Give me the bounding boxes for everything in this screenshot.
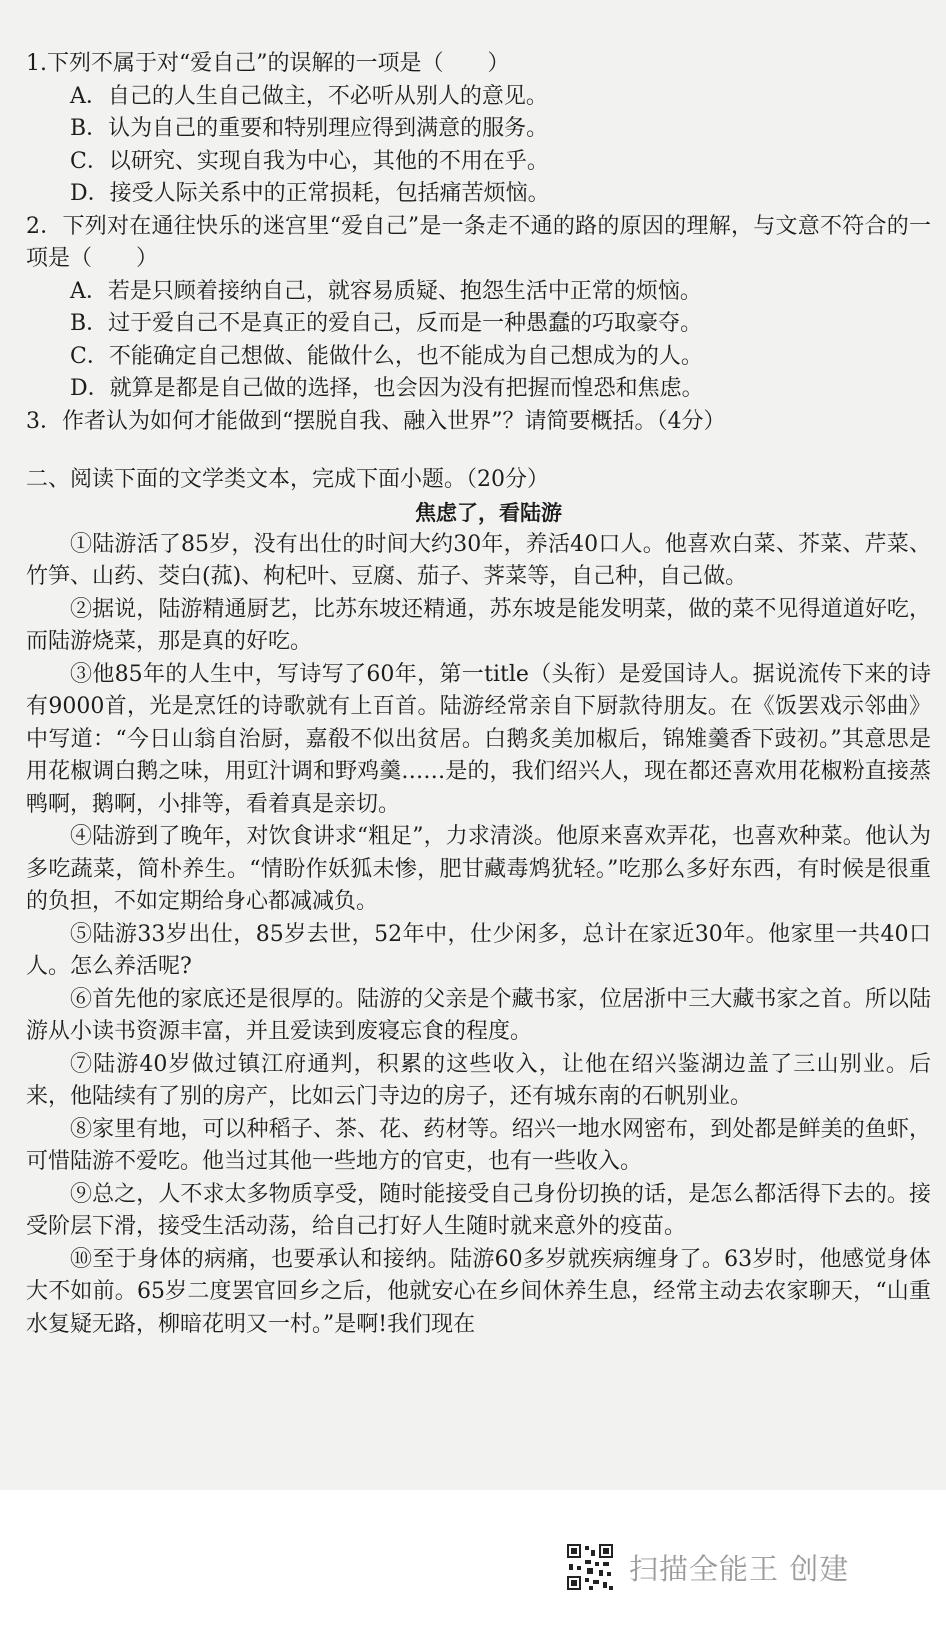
paragraph-6: ⑥首先他的家底还是很厚的。陆游的父亲是个藏书家，位居浙中三大藏书家之首。所以陆游从小读书资源丰富，并且爱读到废寝忘食的程度。 xyxy=(26,986,931,1044)
question-2-option-b: B．过于爱自己不是真正的爱自己，反而是一种愚蠢的巧取豪夺。 xyxy=(70,311,703,336)
paragraph-7: ⑦陆游40岁做过镇江府通判，积累的这些收入，让他在绍兴鉴湖边盖了三山别业。后来，他陆续有了别的房产，比如云门寺边的房子，还有城东南的石帆别业。 xyxy=(26,1051,931,1109)
section-heading: 二、阅读下面的文学类文本，完成下面小题。（20分） xyxy=(26,467,549,492)
question-1-option-c: C．以研究、实现自我为中心，其他的不用在乎。 xyxy=(70,148,549,174)
paragraph-1: ①陆游活了85岁，没有出仕的时间大约30年，养活40口人。他喜欢白菜、芥菜、芹菜、竹笋、山药、茭白(菰)、枸杞叶、豆腐、茄子、荠菜等，自己种，自己做。 xyxy=(26,531,931,589)
paragraph-2: ②据说，陆游精通厨艺，比苏东坡还精通，苏东坡是能发明菜，做的菜不见得道道好吃，而陆游烧菜，那是真的好吃。 xyxy=(26,596,931,654)
question-2-option-a: A．若是只顾着接纳自己，就容易质疑、抱怨生活中正常的烦恼。 xyxy=(70,278,702,304)
paragraph-8: ⑧家里有地，可以种稻子、茶、花、药材等。绍兴一地水网密布，到处都是鲜美的鱼虾，可惜陆游不爱吃。他当过其他一些地方的官吏，也有一些收入。 xyxy=(26,1116,931,1174)
paragraph-3: ③他85年的人生中，写诗写了60年，第一title（头衔）是爱国诗人。据说流传下来的诗有9000首，光是烹饪的诗歌就有上百首。陆游经常亲自下厨款待朋友。在《饭罢戏示邻曲》中写道：“今日山翁自治厨，嘉殽不似出贫居。白鹅炙美加椒后，锦雉羹香下豉初。”其意思是用花椒调白鹅之味，用豇汁调和野鸡羹……是的，我们绍兴人，现在都还喜欢用花椒粉直接蒸鸭啊，鹅啊，小排等，看着真是亲切。 xyxy=(26,661,931,817)
question-1-option-b: B．认为自己的重要和特别理应得到满意的服务。 xyxy=(70,116,549,141)
question-1-option-d: D．接受人际关系中的正常损耗，包括痛苦烦恼。 xyxy=(70,181,550,206)
question-2-option-d: D．就算是都是自己做的选择，也会因为没有把握而惶恐和焦虑。 xyxy=(70,376,704,401)
question-1-option-a: A．自己的人生自己做主，不必听从别人的意见。 xyxy=(70,83,548,109)
question-3 xyxy=(26,406,931,439)
section-gap xyxy=(26,438,931,464)
watermark-text: 扫描全能王 创建 xyxy=(629,1551,850,1586)
scanner-watermark xyxy=(565,1542,849,1592)
question-3-stem: 3．作者认为如何才能做到“摆脱自我、融入世界”？请简要概括。（4分） xyxy=(26,408,726,434)
question-1 xyxy=(26,48,931,211)
page-content xyxy=(26,48,931,1341)
article-title: 焦虑了，看陆游 xyxy=(415,499,562,525)
paragraph-5: ⑤陆游33岁出仕，85岁去世，52年中，仕少闲多，总计在家近30年。他家里一共40口人。怎么养活呢? xyxy=(26,921,931,979)
question-2-option-c: C．不能确定自己想做、能做什么，也不能成为自己想成为的人。 xyxy=(70,343,703,369)
paragraph-9: ⑨总之，人不求太多物质享受，随时能接受自己身份切换的话，是怎么都活得下去的。接受阶层下滑，接受生活动荡，给自己打好人生随时就来意外的疫苗。 xyxy=(26,1181,931,1239)
article-body xyxy=(26,529,931,1342)
paragraph-10: ⑩至于身体的病痛，也要承认和接纳。陆游60多岁就疾病缠身了。63岁时，他感觉身体大不如前。65岁二度罢官回乡之后，他就安心在乡间休养生息，经常主动去农家聊天，“山重水复疑无路，柳暗花明又一村。”是啊!我们现在 xyxy=(26,1246,931,1337)
paragraph-4: ④陆游到了晚年，对饮食讲求“粗足”，力求清淡。他原来喜欢弄花，也喜欢种菜。他认为多吃蔬菜，简朴养生。“情盼作妖狐未惨，肥甘藏毒鸩犹轻。”吃那么多好东西，有时候是很重的负担，不如定期给身心都减减负。 xyxy=(26,824,931,914)
question-2 xyxy=(26,211,931,406)
question-1-stem: 1.下列不属于对“爱自己”的误解的一项是（ ） xyxy=(26,51,510,76)
question-2-stem: 2．下列对在通往快乐的迷宫里“爱自己”是一条走不通的路的原因的理解，与文意不符合的一项是（ ） xyxy=(26,213,931,271)
qr-code-icon xyxy=(565,1542,615,1592)
